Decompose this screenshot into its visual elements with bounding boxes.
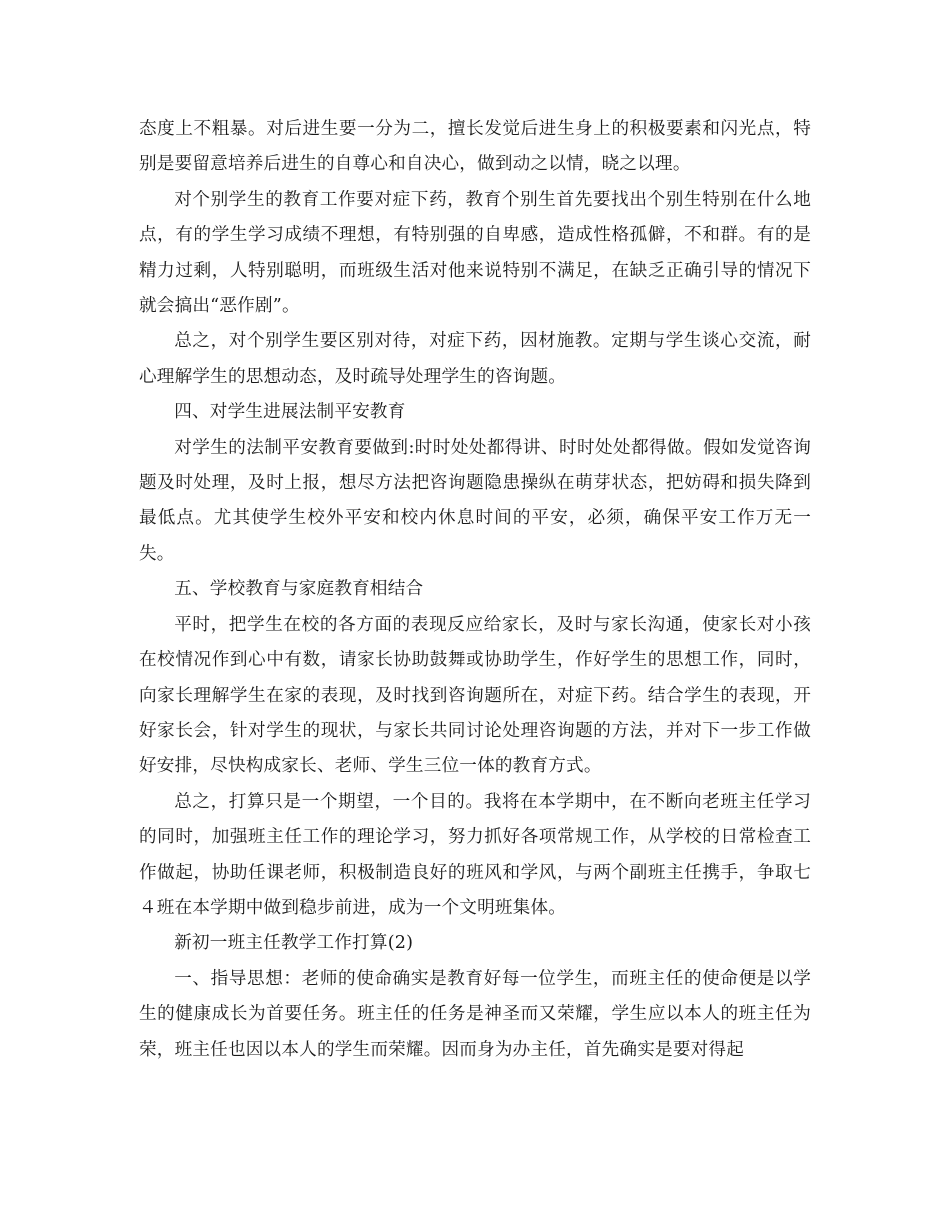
paragraph-5: 对学生的法制平安教育要做到:时时处处都得讲、时时处处都得做。假如发觉咨询题及时处理，及时上报，想尽方法把咨询题隐患操纵在萌芽状态，把妨碍和损失降到最低点。尤其使学生校外平安和校内休息时间的平安，必须，确保平安工作万无一失。 bbox=[139, 437, 811, 564]
section-heading-4: 四、对学生进展法制平安教育 bbox=[174, 402, 406, 423]
paragraph-10: 一、指导思想：老师的使命确实是教育好每一位学生，而班主任的使命便是以学生的健康成长为首要任务。班主任的任务是神圣而又荣耀，学生应以本人的班主任为荣，班主任也因以本人的学生而荣耀。因而身为办主任，首先确实是要对得起 bbox=[139, 968, 811, 1060]
document-page bbox=[139, 112, 811, 1068]
paragraph-7: 平时，把学生在校的各方面的表现反应给家长，及时与家长沟通，使家长对小孩在校情况作到心中有数，请家长协助鼓舞或协助学生，作好学生的思想工作，同时，向家长理解学生在家的表现，及时找到咨询题所在，对症下药。结合学生的表现，开好家长会，针对学生的现状，与家长共同讨论处理咨询题的方法，并对下一步工作做好安排，尽快构成家长、老师、学生三位一体的教育方式。 bbox=[139, 614, 811, 777]
paragraph-3: 总之，对个别学生要区别对待，对症下药，因材施教。定期与学生谈心交流，耐心理解学生的思想动态，及时疏导处理学生的咨询题。 bbox=[139, 331, 811, 387]
paragraph-2: 对个别学生的教育工作要对症下药，教育个别生首先要找出个别生特别在什么地点，有的学生学习成绩不理想，有特别强的自卑感，造成性格孤僻，不和群。有的是精力过剩，人特别聪明，而班级生活对他来说特别不满足，在缺乏正确引导的情况下就会搞出“恶作剧”。 bbox=[139, 189, 811, 317]
paragraph-1: 态度上不粗暴。对后进生要一分为二，擅长发觉后进生身上的积极要素和闪光点，特别是要留意培养后进生的自尊心和自决心，做到动之以情，晓之以理。 bbox=[139, 119, 811, 175]
subtitle-plan-2: 新初一班主任教学工作打算(2) bbox=[174, 933, 414, 954]
paragraph-8: 总之，打算只是一个期望，一个目的。我将在本学期中，在不断向老班主任学习的同时，加强班主任工作的理论学习，努力抓好各项常规工作，从学校的日常检查工作做起，协助任课老师，积极制造良好的班风和学风，与两个副班主任携手，争取七４班在本学期中做到稳步前进，成为一个文明班集体。 bbox=[139, 791, 811, 918]
section-heading-5: 五、学校教育与家庭教育相结合 bbox=[174, 579, 424, 600]
